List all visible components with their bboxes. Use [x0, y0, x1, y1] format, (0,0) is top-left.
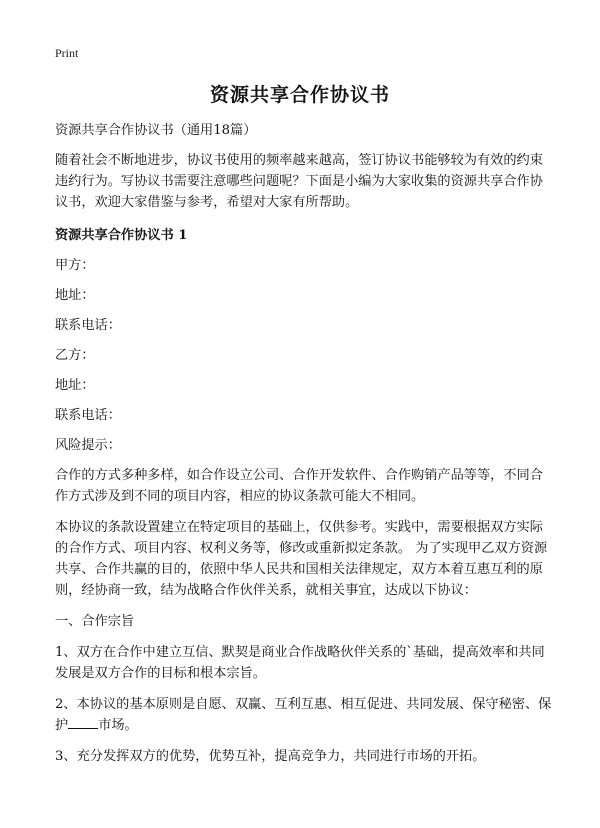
document-body: [55, 120, 555, 777]
phone-a-label: 联系电话：: [55, 318, 121, 333]
document-subtitle: 资源共享合作协议书（通用18篇）: [55, 123, 257, 138]
intro-paragraph: 随着社会不断地进步，协议书使用的频率越来越高，签订协议书能够较为有效的约束违约行为。写协议书需要注意哪些问题呢？下面是小编为大家收集的资源共享合作协议书，欢迎大家借鉴与参考，希望对大家有所帮助。: [55, 153, 543, 210]
page-title: 资源共享合作协议书: [209, 84, 390, 106]
clause-item-1: 1、双方在合作中建立互信、默契是商业合作战略伙伴关系的`基础，提高效率和共同发展是双方合作的目标和根本宗旨。: [55, 645, 545, 681]
address-a-label: 地址：: [55, 288, 95, 303]
paragraph-agreement-basis: 本协议的条款设置建立在特定项目的基础上，仅供参考。实践中，需要根据双方实际的合作方式、项目内容、权利义务等，修改或重新拟定条款。 为了实现甲乙双方资源共享、合作共赢的目的，依照中华人民共和国相关法律规定，双方本着互惠互利的原则，经协商一致，结为战略合作伙伴关系，就相关事宜，达成以下协议：: [55, 520, 548, 598]
party-b-label: 乙方：: [55, 348, 95, 363]
address-b-label: 地址：: [55, 378, 95, 393]
clause-item-3: 3、充分发挥双方的优势，优势互补，提高竞争力，共同进行市场的开拓。: [55, 749, 486, 764]
risk-tip-label: 风险提示：: [55, 438, 121, 453]
clause-item-2-tail: 市场。: [98, 718, 138, 733]
phone-b-label: 联系电话：: [55, 408, 121, 423]
paragraph-cooperation-methods: 合作的方式多种多样，如合作设立公司、合作开发软件、合作购销产品等等，不同合作方式涉及到不同的项目内容，相应的协议条款可能大不相同。: [55, 468, 543, 504]
party-a-label: 甲方：: [55, 258, 95, 273]
fill-blank: [68, 715, 98, 729]
clause-item-2: [55, 694, 555, 736]
clause-heading: 一、合作宗旨: [55, 614, 135, 629]
section-heading: 资源共享合作协议书 1: [55, 228, 188, 243]
clause-item-2-text: 2、本协议的基本原则是自愿、双赢、互利互惠、相互促进、共同发展、保守秘密、保护: [55, 697, 552, 733]
print-link[interactable]: Print: [55, 46, 79, 60]
